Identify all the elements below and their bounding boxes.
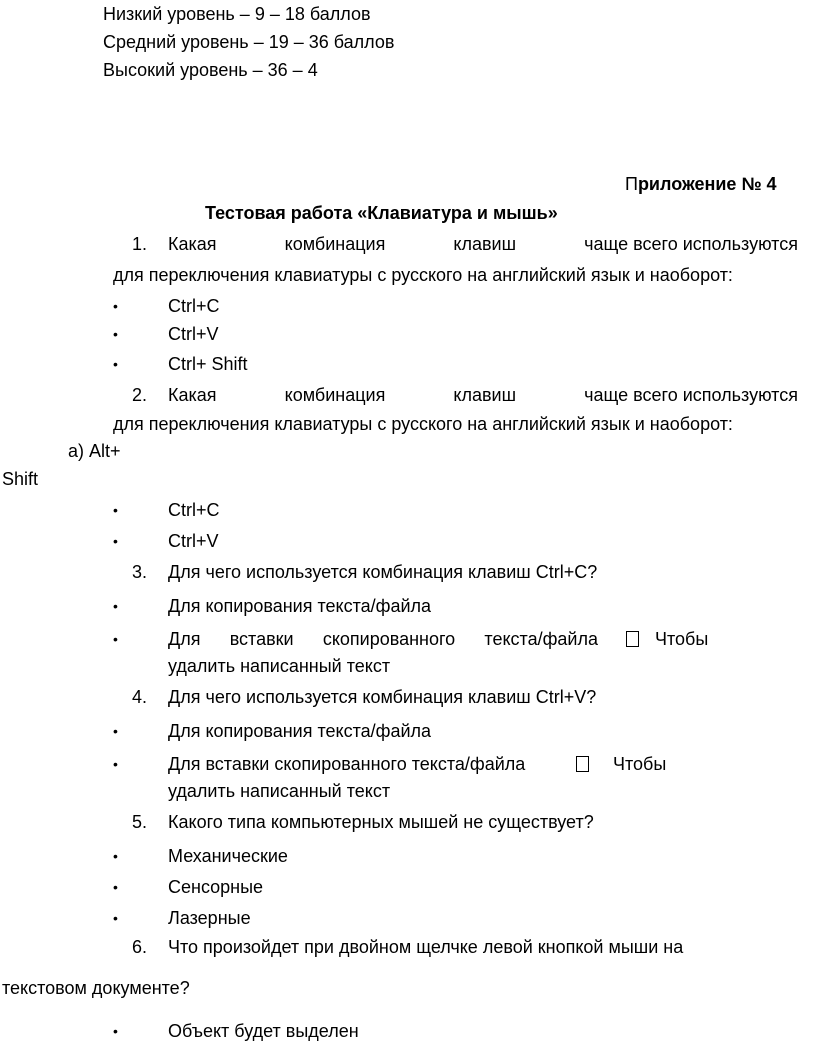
q4-number: 4. xyxy=(132,687,148,707)
q6-number: 6. xyxy=(132,937,148,957)
q3-option-2-after: Чтобы xyxy=(655,629,709,649)
q5-question: Какого типа компьютерных мышей не существует? xyxy=(168,812,594,832)
q1-word: комбинация xyxy=(284,234,386,254)
q1-option: Ctrl+C xyxy=(168,296,220,316)
q1-question xyxy=(168,233,798,255)
q3-option-1: Для копирования текста/файла xyxy=(168,596,432,616)
q1-number: 1. xyxy=(132,234,148,254)
q3-option-2 xyxy=(168,628,598,650)
q2-number: 2. xyxy=(132,385,148,405)
q2-option: Ctrl+V xyxy=(168,531,219,551)
bullet: • xyxy=(113,533,118,549)
appendix-prefix: П xyxy=(625,174,638,194)
bullet: • xyxy=(113,598,118,614)
q6-question: Что произойдет при двойном щелчке левой кнопкой мыши на xyxy=(168,937,684,957)
q3-box-icon xyxy=(626,628,639,650)
q4-option-1: Для копирования текста/файла xyxy=(168,721,432,741)
q1-word: чаще всего используются xyxy=(584,234,798,254)
bullet: • xyxy=(113,631,118,647)
bullet: • xyxy=(113,723,118,739)
bullet: • xyxy=(113,502,118,518)
q4-option-2: Для вставки скопированного текста/файла xyxy=(168,754,526,774)
q1-option: Ctrl+ Shift xyxy=(168,354,248,374)
q2-word: Какая xyxy=(168,385,217,405)
bullet: • xyxy=(113,356,118,372)
bullet: • xyxy=(113,298,118,314)
q2-option-a: а) Alt+ xyxy=(68,441,121,461)
q1-option: Ctrl+V xyxy=(168,324,219,344)
bullet: • xyxy=(113,848,118,864)
q4-option-2-cont: удалить написанный текст xyxy=(168,781,391,801)
q6-option: Объект будет выделен xyxy=(168,1021,359,1041)
q2-option-a-cont: Shift xyxy=(2,469,39,489)
level-high: Высокий уровень – 36 – 4 xyxy=(103,60,318,80)
level-low: Низкий уровень – 9 – 18 баллов xyxy=(103,4,371,24)
q1-question-cont: для переключения клавиатуры с русского на английский язык и наоборот: xyxy=(113,265,733,285)
q3-number: 3. xyxy=(132,562,148,582)
test-title: Тестовая работа «Клавиатура и мышь» xyxy=(205,203,558,223)
q5-option: Лазерные xyxy=(168,908,251,928)
q5-option: Сенсорные xyxy=(168,877,264,897)
bullet: • xyxy=(113,879,118,895)
q3-opt2-word: текста/файла xyxy=(484,629,598,649)
q3-opt2-word: вставки xyxy=(229,629,294,649)
q4-option-2-after: Чтобы xyxy=(613,754,667,774)
bullet: • xyxy=(113,910,118,926)
q2-question xyxy=(168,384,798,406)
appendix-rest: риложение № 4 xyxy=(637,174,777,194)
q5-number: 5. xyxy=(132,812,148,832)
bullet: • xyxy=(113,1023,118,1039)
bullet: • xyxy=(113,326,118,342)
bullet: • xyxy=(113,756,118,772)
q1-word: Какая xyxy=(168,234,217,254)
q3-option-2-cont: удалить написанный текст xyxy=(168,656,391,676)
q3-opt2-word: скопированного xyxy=(322,629,456,649)
q2-word: чаще всего используются xyxy=(584,385,798,405)
q5-option: Механические xyxy=(168,846,288,866)
q1-word: клавиш xyxy=(453,234,517,254)
q2-question-cont: для переключения клавиатуры с русского на английский язык и наоборот: xyxy=(113,414,733,434)
q6-question-cont: текстовом документе? xyxy=(2,978,190,998)
q2-word: клавиш xyxy=(453,385,517,405)
q2-word: комбинация xyxy=(284,385,386,405)
q2-option: Ctrl+C xyxy=(168,500,220,520)
q3-opt2-word: Для xyxy=(168,629,201,649)
level-medium: Средний уровень – 19 – 36 баллов xyxy=(103,32,395,52)
q3-question: Для чего используется комбинация клавиш Ctrl+C? xyxy=(168,562,598,582)
appendix-label xyxy=(625,173,777,195)
q4-question: Для чего используется комбинация клавиш Ctrl+V? xyxy=(168,687,597,707)
q4-box-icon xyxy=(576,753,589,775)
